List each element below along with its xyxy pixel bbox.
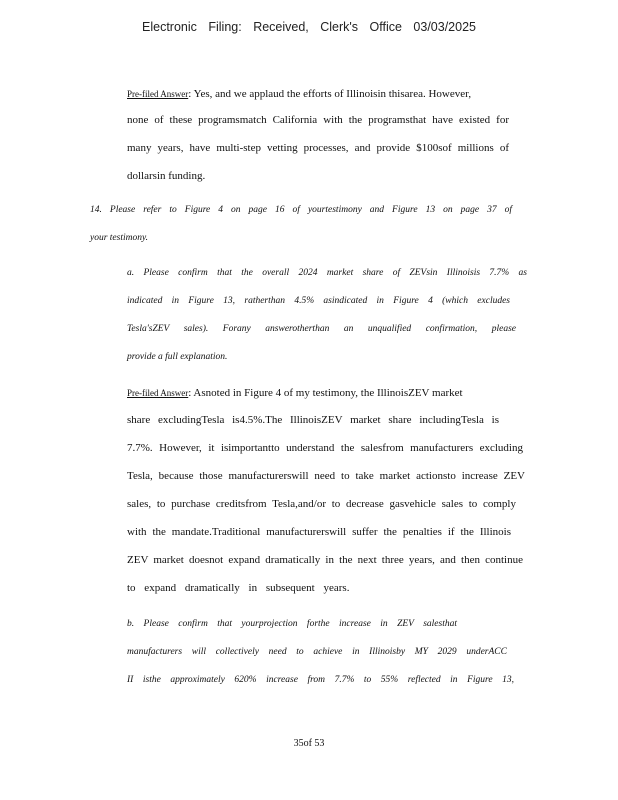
page-number: 35of 53 (293, 738, 325, 749)
question-a-line-4: provide a full explanation. (127, 352, 228, 362)
answer-a-line-7: ZEV market doesnot expand dramatically in the next three years, and then continue (127, 554, 523, 566)
answer-a-line-2: share excludingTesla is4.5%.The IllinoisZEV market share includingTesla is (127, 414, 499, 426)
question-14-line-2: your testimony. (90, 233, 149, 243)
question-14-line-1: 14. Please refer to Figure 4 on page 16 of yourtestimony and Figure 13 on page 37 of (90, 205, 512, 215)
answer-a-line-4: Tesla, because those manufacturerswill need to take market actionsto increase ZEV (127, 470, 525, 482)
question-a-line-2: indicated in Figure 13, ratherthan 4.5% asindicated in Figure 4 (which excludes (127, 296, 510, 306)
answer-1-line-1 (127, 88, 520, 100)
question-b-line-2: manufacturers will collectively need to achieve in Illinoisby MY 2029 underACC (127, 647, 507, 657)
answer-a-text: : Asnoted in Figure 4 of my testimony, the IllinoisZEV market (188, 387, 463, 399)
answer-a-line-3: 7.7%. However, it isimportantto understand the salesfrom manufacturers excluding (127, 442, 523, 454)
answer-a-line-5: sales, to purchase creditsfrom Tesla,and/or to decrease gasvehicle sales to comply (127, 498, 516, 510)
question-a-line-3: Tesla'sZEV sales). Forany answerotherthan an unqualified confirmation, please (127, 324, 516, 334)
answer-1-text: : Yes, and we applaud the efforts of Illinoisin thisarea. However, (188, 88, 472, 100)
question-b-line-3: II isthe approximately 620% increase from 7.7% to 55% reflected in Figure 13, (127, 675, 514, 685)
question-a-line-1: a. Please confirm that the overall 2024 market share of ZEVsin Illinoisis 7.7% as (127, 268, 527, 278)
filing-stamp: Electronic Filing: Received, Clerk's Office 03/03/2025 (142, 20, 476, 34)
answer-1-line-4: dollarsin funding. (127, 170, 206, 182)
prefiled-answer-label: Pre-filed Answer (127, 89, 189, 99)
prefiled-answer-label: Pre-filed Answer (127, 388, 189, 398)
answer-a-line-8: to expand dramatically in subsequent years. (127, 582, 350, 594)
answer-a-line-1 (127, 387, 514, 399)
answer-1-line-3: many years, have multi-step vetting processes, and provide $100sof millions of (127, 142, 509, 154)
answer-1-line-2: none of these programsmatch California with the programsthat have existed for (127, 114, 509, 126)
question-b-line-1: b. Please confirm that yourprojection forthe increase in ZEV salesthat (127, 619, 457, 629)
answer-a-line-6: with the mandate.Traditional manufacturerswill suffer the penalties if the Illinois (127, 526, 511, 538)
